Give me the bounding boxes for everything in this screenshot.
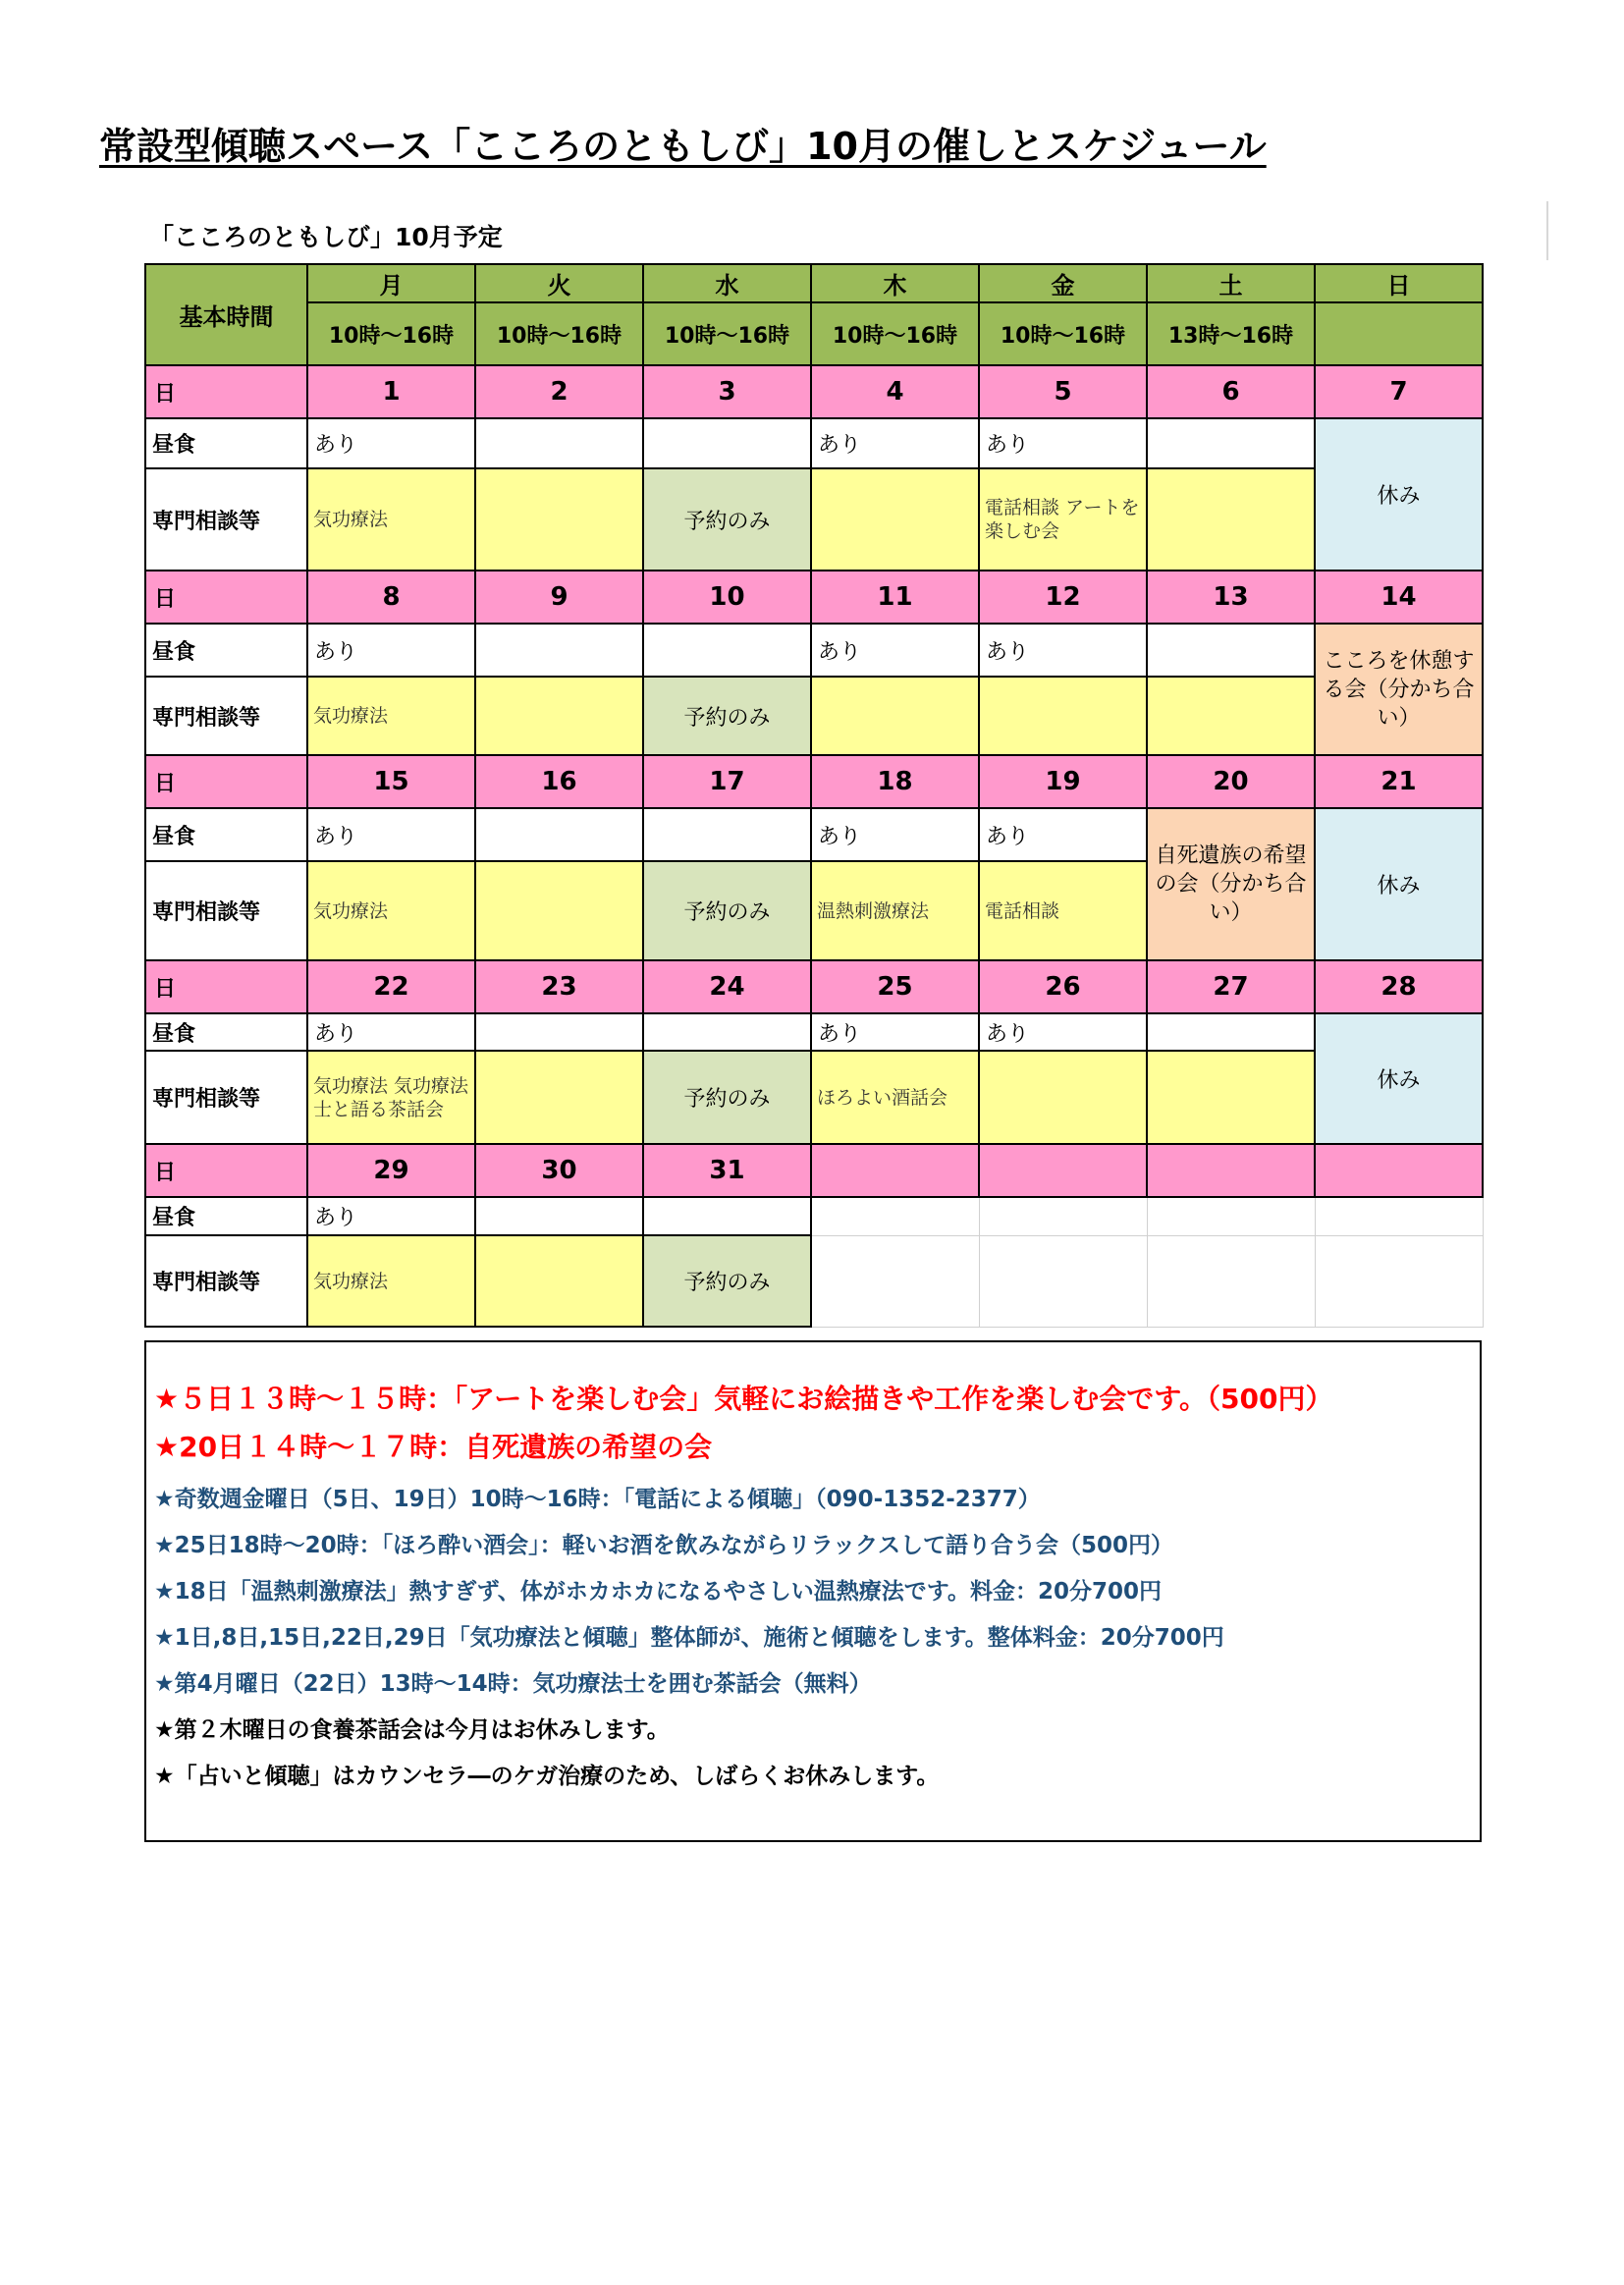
note-thermal-therapy: ★18日「温熱刺激療法」熱すぎず、体がホカホカになるやさしい温熱療法です。料金：20分700円 (154, 1579, 1162, 1605)
lunch-cell: あり (811, 1013, 979, 1051)
lunch-cell: あり (979, 1013, 1147, 1051)
lunch-cell (643, 1013, 811, 1051)
consult-cell (811, 677, 979, 755)
date-cell: 28 (1315, 960, 1483, 1013)
consult-cell (1147, 468, 1315, 571)
consult-cell: 気功療法 (307, 677, 475, 755)
lunch-cell (475, 624, 643, 677)
date-cell: 5 (979, 365, 1147, 418)
consult-cell (1147, 677, 1315, 755)
date-cell (979, 1144, 1147, 1197)
reservation-only-cell: 予約のみ (643, 677, 811, 755)
consult-row-label: 専門相談等 (145, 1235, 307, 1327)
hours-fri: 10時～16時 (979, 302, 1147, 365)
consult-row-label: 専門相談等 (145, 677, 307, 755)
sunday-event-cell: こころを休憩する会（分かち合い） (1315, 624, 1483, 755)
week-1-date-row (145, 365, 1483, 418)
note-qigong-therapy: ★1日,8日,15日,22日,29日「気功療法と傾聴」整体師が、施術と傾聴をします。整体料金：20分700円 (154, 1625, 1224, 1651)
lunch-cell (643, 808, 811, 861)
lunch-row-label: 昼食 (145, 1013, 307, 1051)
week-4-lunch-row (145, 1013, 1483, 1051)
date-cell (811, 1144, 979, 1197)
date-row-label: 日 (145, 1144, 307, 1197)
day-header-thu: 木 (811, 264, 979, 302)
week-1-lunch-row (145, 418, 1483, 468)
week-1-consult-row (145, 468, 1483, 571)
consult-row-label: 専門相談等 (145, 1051, 307, 1144)
consult-cell: ほろよい酒話会 (811, 1051, 979, 1144)
empty-cell (1147, 1197, 1315, 1235)
date-cell: 29 (307, 1144, 475, 1197)
date-cell: 15 (307, 755, 475, 808)
consult-cell: 気功療法 (307, 468, 475, 571)
hours-sat: 13時～16時 (1147, 302, 1315, 365)
date-cell: 12 (979, 571, 1147, 624)
date-cell: 26 (979, 960, 1147, 1013)
date-cell: 9 (475, 571, 643, 624)
lunch-cell (643, 418, 811, 468)
date-cell (1315, 1144, 1483, 1197)
week-2-date-row (145, 571, 1483, 624)
lunch-cell: あり (307, 418, 475, 468)
date-cell: 25 (811, 960, 979, 1013)
hours-sun (1315, 302, 1483, 365)
lunch-row-label: 昼食 (145, 1197, 307, 1235)
date-cell: 19 (979, 755, 1147, 808)
schedule-subtitle: 「こころのともしび」10月予定 (149, 223, 503, 251)
reservation-only-cell: 予約のみ (643, 1235, 811, 1327)
empty-cell (1315, 1235, 1483, 1327)
sunday-closed-cell: 休み (1315, 808, 1483, 960)
edge-mark (1546, 201, 1548, 260)
consult-cell: 電話相談 (979, 861, 1147, 960)
lunch-cell: あり (811, 808, 979, 861)
lunch-cell (475, 1197, 643, 1235)
week-2-consult-row (145, 677, 1483, 755)
date-cell: 6 (1147, 365, 1315, 418)
lunch-cell: あり (307, 1197, 475, 1235)
empty-cell (979, 1197, 1147, 1235)
lunch-cell: あり (979, 624, 1147, 677)
lunch-cell (1147, 1013, 1315, 1051)
hours-wed: 10時～16時 (643, 302, 811, 365)
page-title: 常設型傾聴スペース「こころのともしび」10月の催しとスケジュール (99, 125, 1267, 168)
date-row-label: 日 (145, 755, 307, 808)
week-5-date-row (145, 1144, 1483, 1197)
consult-cell (811, 468, 979, 571)
date-cell: 7 (1315, 365, 1483, 418)
consult-cell (475, 677, 643, 755)
week-3-lunch-row (145, 808, 1483, 861)
lunch-cell: あり (979, 808, 1147, 861)
consult-cell: 電話相談 アートを楽しむ会 (979, 468, 1147, 571)
note-qigong-tea-party: ★第4月曜日（22日）13時～14時：気功療法士を囲む茶話会（無料） (154, 1671, 872, 1697)
day-header-wed: 水 (643, 264, 811, 302)
note-phone-listening: ★奇数週金曜日（5日、19日）10時～16時：「電話による傾聴」（090-1352-2377） (154, 1487, 1041, 1512)
note-tipsy-talk: ★25日18時～20時：「ほろ酔い酒会」：軽いお酒を飲みながらリラックスして語り合う会（500円） (154, 1533, 1173, 1558)
date-cell: 2 (475, 365, 643, 418)
date-cell: 24 (643, 960, 811, 1013)
hours-mon: 10時～16時 (307, 302, 475, 365)
lunch-cell: あり (307, 808, 475, 861)
hours-tue: 10時～16時 (475, 302, 643, 365)
reservation-only-cell: 予約のみ (643, 468, 811, 571)
date-cell: 11 (811, 571, 979, 624)
lunch-cell: あり (307, 624, 475, 677)
lunch-cell: あり (979, 418, 1147, 468)
date-cell: 17 (643, 755, 811, 808)
date-row-label: 日 (145, 571, 307, 624)
header-hours-row (145, 302, 1483, 365)
date-cell: 20 (1147, 755, 1315, 808)
lunch-cell (643, 624, 811, 677)
date-cell (1147, 1144, 1315, 1197)
date-cell: 23 (475, 960, 643, 1013)
empty-cell (811, 1235, 979, 1327)
day-header-sun: 日 (1315, 264, 1483, 302)
consult-cell: 気功療法 気功療法士と語る茶話会 (307, 1051, 475, 1144)
sunday-closed-cell: 休み (1315, 1013, 1483, 1144)
date-cell: 13 (1147, 571, 1315, 624)
sunday-closed-cell: 休み (1315, 418, 1483, 571)
consult-cell (475, 1051, 643, 1144)
hours-thu: 10時～16時 (811, 302, 979, 365)
consult-cell: 温熱刺激療法 (811, 861, 979, 960)
lunch-row-label: 昼食 (145, 418, 307, 468)
lunch-cell (475, 808, 643, 861)
day-header-sat: 土 (1147, 264, 1315, 302)
consult-cell (979, 677, 1147, 755)
reservation-only-cell: 予約のみ (643, 861, 811, 960)
lunch-cell (475, 418, 643, 468)
week-3-date-row (145, 755, 1483, 808)
date-cell: 16 (475, 755, 643, 808)
date-cell: 14 (1315, 571, 1483, 624)
lunch-cell: あり (811, 418, 979, 468)
saturday-event-cell: 自死遺族の希望の会（分かち合い） (1147, 808, 1315, 960)
lunch-row-label: 昼食 (145, 808, 307, 861)
lunch-cell (1147, 418, 1315, 468)
date-cell: 27 (1147, 960, 1315, 1013)
lunch-cell (1147, 624, 1315, 677)
lunch-cell: あり (307, 1013, 475, 1051)
week-2-lunch-row (145, 624, 1483, 677)
date-cell: 30 (475, 1144, 643, 1197)
lunch-cell (643, 1197, 811, 1235)
date-cell: 31 (643, 1144, 811, 1197)
date-cell: 1 (307, 365, 475, 418)
date-cell: 18 (811, 755, 979, 808)
note-fortune-listening-paused: ★「占いと傾聴」はカウンセラ―のケガ治療のため、しばらくお休みします。 (154, 1764, 940, 1789)
lunch-cell: あり (811, 624, 979, 677)
notes-box (144, 1340, 1482, 1842)
empty-cell (1147, 1235, 1315, 1327)
date-cell: 3 (643, 365, 811, 418)
lunch-cell (475, 1013, 643, 1051)
date-cell: 21 (1315, 755, 1483, 808)
consult-cell: 気功療法 (307, 861, 475, 960)
note-bereaved-family-event: ★20日１４時～１７時：自死遺族の希望の会 (154, 1431, 713, 1463)
date-cell: 8 (307, 571, 475, 624)
note-diet-tea-party-cancelled: ★第２木曜日の食養茶話会は今月はお休みします。 (154, 1717, 670, 1743)
header-days-row (145, 264, 1483, 302)
empty-cell (979, 1235, 1147, 1327)
day-header-fri: 金 (979, 264, 1147, 302)
calendar-table (144, 263, 1484, 1328)
consult-cell (475, 1235, 643, 1327)
day-header-tue: 火 (475, 264, 643, 302)
empty-cell (1315, 1197, 1483, 1235)
consult-row-label: 専門相談等 (145, 468, 307, 571)
consult-cell: 気功療法 (307, 1235, 475, 1327)
note-art-event: ★５日１３時～１５時：「アートを楽しむ会」気軽にお絵描きや工作を楽しむ会です。（500円） (154, 1383, 1333, 1415)
consult-cell (475, 861, 643, 960)
consult-cell (475, 468, 643, 571)
consult-cell (979, 1051, 1147, 1144)
date-row-label: 日 (145, 960, 307, 1013)
empty-cell (811, 1197, 979, 1235)
consult-cell (1147, 1051, 1315, 1144)
date-row-label: 日 (145, 365, 307, 418)
reservation-only-cell: 予約のみ (643, 1051, 811, 1144)
day-header-mon: 月 (307, 264, 475, 302)
week-4-consult-row (145, 1051, 1483, 1144)
consult-row-label: 専門相談等 (145, 861, 307, 960)
date-cell: 4 (811, 365, 979, 418)
date-cell: 22 (307, 960, 475, 1013)
week-5-lunch-row (145, 1197, 1483, 1235)
basic-time-label: 基本時間 (145, 264, 307, 365)
lunch-row-label: 昼食 (145, 624, 307, 677)
week-5-consult-row (145, 1235, 1483, 1327)
week-4-date-row (145, 960, 1483, 1013)
date-cell: 10 (643, 571, 811, 624)
